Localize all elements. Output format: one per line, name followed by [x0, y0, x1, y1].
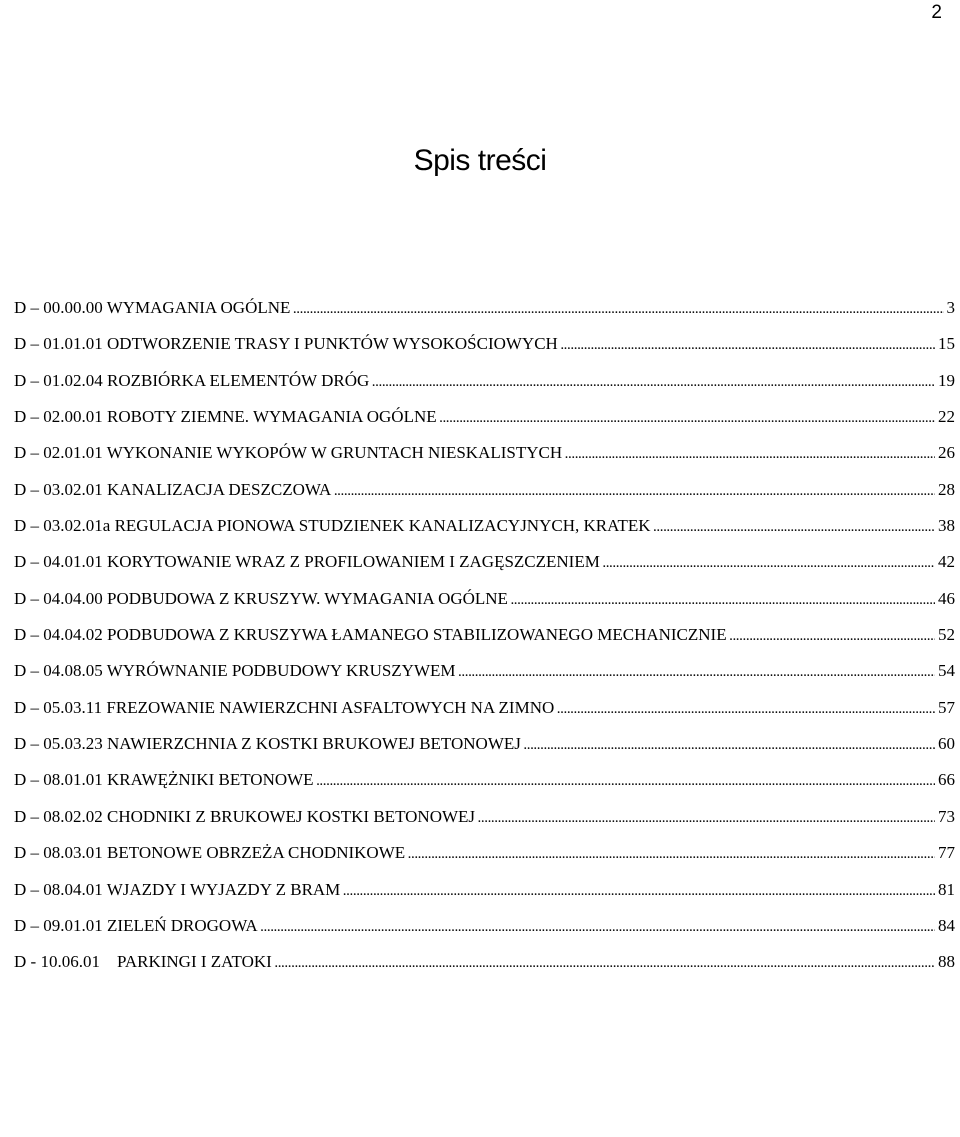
- toc-entry-page-number: 88: [938, 952, 955, 972]
- toc-entry-title: D – 08.03.01 BETONOWE OBRZEŻA CHODNIKOWE: [14, 843, 406, 863]
- toc-dot-leader: [343, 886, 935, 898]
- toc-entry-title: D – 04.04.00 PODBUDOWA Z KRUSZYW. WYMAGANIA OGÓLNE: [14, 588, 508, 608]
- toc-entry-page-number: 28: [938, 479, 955, 499]
- toc-entry-title: D – 08.02.02 CHODNIKI Z BRUKOWEJ KOSTKI BETONOWEJ: [14, 806, 476, 826]
- toc-dot-leader: [557, 704, 935, 716]
- toc-entry-title: D – 04.04.02 PODBUDOWA Z KRUSZYWA ŁAMANEGO STABILIZOWANEGO MECHANICZNIE: [14, 625, 727, 645]
- toc-entry-page-number: 73: [938, 806, 955, 826]
- toc-entry-page-number: 66: [938, 770, 955, 790]
- toc-entry-title: D – 08.01.01 KRAWĘŻNIKI BETONOWE: [14, 770, 314, 790]
- toc-dot-leader: [293, 304, 943, 316]
- toc-entry-title: D – 00.00.00 WYMAGANIA OGÓLNE: [14, 298, 291, 317]
- toc-entry-title: D – 04.08.05 WYRÓWNANIE PODBUDOWY KRUSZYWEM: [14, 661, 456, 681]
- toc-entry-page-number: 60: [938, 734, 955, 754]
- toc-entry[interactable]: [14, 480, 955, 516]
- toc-entry-title: D – 05.03.23 NAWIERZCHNIA Z KOSTKI BRUKOWEJ BETONOWEJ: [14, 734, 521, 754]
- toc-entry-page-number: 22: [938, 407, 955, 427]
- toc-entry-page-number: 3: [946, 298, 955, 317]
- toc-entry[interactable]: [14, 371, 955, 407]
- toc-entry[interactable]: [14, 843, 955, 879]
- toc-entry[interactable]: [14, 516, 955, 552]
- toc-entry[interactable]: [14, 734, 955, 770]
- toc-entry-page-number: 81: [938, 879, 955, 899]
- toc-entry-title: D – 09.01.01 ZIELEŃ DROGOWA: [14, 915, 258, 935]
- toc-entry-page-number: 26: [938, 443, 955, 463]
- toc-entry[interactable]: [14, 552, 955, 588]
- toc-entry-title: D – 01.02.04 ROZBIÓRKA ELEMENTÓW DRÓG: [14, 370, 370, 390]
- toc-entry[interactable]: [14, 443, 955, 479]
- toc-entry-page-number: 15: [938, 334, 955, 354]
- toc-entry-page-number: 38: [938, 516, 955, 536]
- toc-entry[interactable]: [14, 916, 955, 952]
- toc-entry[interactable]: [14, 298, 955, 334]
- toc-entry-page-number: 54: [938, 661, 955, 681]
- toc-entry-title: D – 03.02.01 KANALIZACJA DESZCZOWA: [14, 479, 332, 499]
- toc-entry-title: D - 10.06.01 PARKINGI I ZATOKI: [14, 952, 272, 972]
- toc-dot-leader: [261, 922, 935, 934]
- toc-entry[interactable]: [14, 407, 955, 443]
- toc-entry[interactable]: [14, 807, 955, 843]
- toc-dot-leader: [603, 558, 935, 570]
- toc-dot-leader: [275, 958, 935, 970]
- toc-dot-leader: [654, 522, 935, 534]
- toc-entry-title: D – 05.03.11 FREZOWANIE NAWIERZCHNI ASFALTOWYCH NA ZIMNO: [14, 697, 555, 717]
- toc-dot-leader: [317, 776, 935, 788]
- toc-entry[interactable]: [14, 770, 955, 806]
- toc-entry-page-number: 84: [938, 915, 955, 935]
- toc-entry-title: D – 04.01.01 KORYTOWANIE WRAZ Z PROFILOWANIEM I ZAGĘSZCZENIEM: [14, 552, 600, 572]
- toc-entry-page-number: 52: [938, 625, 955, 645]
- toc-dot-leader: [334, 486, 935, 498]
- toc-entry[interactable]: [14, 698, 955, 734]
- page-number: 2: [931, 2, 942, 23]
- toc-dot-leader: [565, 449, 935, 461]
- table-of-contents: [14, 298, 955, 989]
- page-title: Spis treści: [413, 144, 547, 177]
- toc-dot-leader: [440, 413, 935, 425]
- toc-dot-leader: [478, 813, 935, 825]
- toc-entry[interactable]: [14, 625, 955, 661]
- toc-dot-leader: [561, 340, 935, 352]
- toc-entry-page-number: 57: [938, 697, 955, 717]
- toc-dot-leader: [524, 740, 935, 752]
- toc-dot-leader: [372, 377, 935, 389]
- toc-dot-leader: [459, 667, 935, 679]
- toc-entry-page-number: 77: [938, 843, 955, 863]
- toc-entry-title: D – 01.01.01 ODTWORZENIE TRASY I PUNKTÓW WYSOKOŚCIOWYCH: [14, 334, 558, 354]
- toc-dot-leader: [730, 631, 935, 643]
- toc-entry[interactable]: [14, 334, 955, 370]
- toc-entry[interactable]: [14, 952, 955, 988]
- toc-entry[interactable]: [14, 661, 955, 697]
- toc-entry[interactable]: [14, 880, 955, 916]
- toc-entry-page-number: 19: [938, 370, 955, 390]
- toc-dot-leader: [408, 849, 935, 861]
- toc-dot-leader: [511, 595, 935, 607]
- toc-entry-title: D – 02.01.01 WYKONANIE WYKOPÓW W GRUNTACH NIESKALISTYCH: [14, 443, 563, 463]
- toc-entry-title: D – 08.04.01 WJAZDY I WYJAZDY Z BRAM: [14, 879, 341, 899]
- toc-entry-title: D – 03.02.01a REGULACJA PIONOWA STUDZIENEK KANALIZACYJNYCH, KRATEK: [14, 516, 651, 536]
- toc-entry-page-number: 42: [938, 552, 955, 572]
- toc-entry[interactable]: [14, 589, 955, 625]
- toc-entry-page-number: 46: [938, 588, 955, 608]
- toc-entry-title: D – 02.00.01 ROBOTY ZIEMNE. WYMAGANIA OGÓLNE: [14, 407, 437, 427]
